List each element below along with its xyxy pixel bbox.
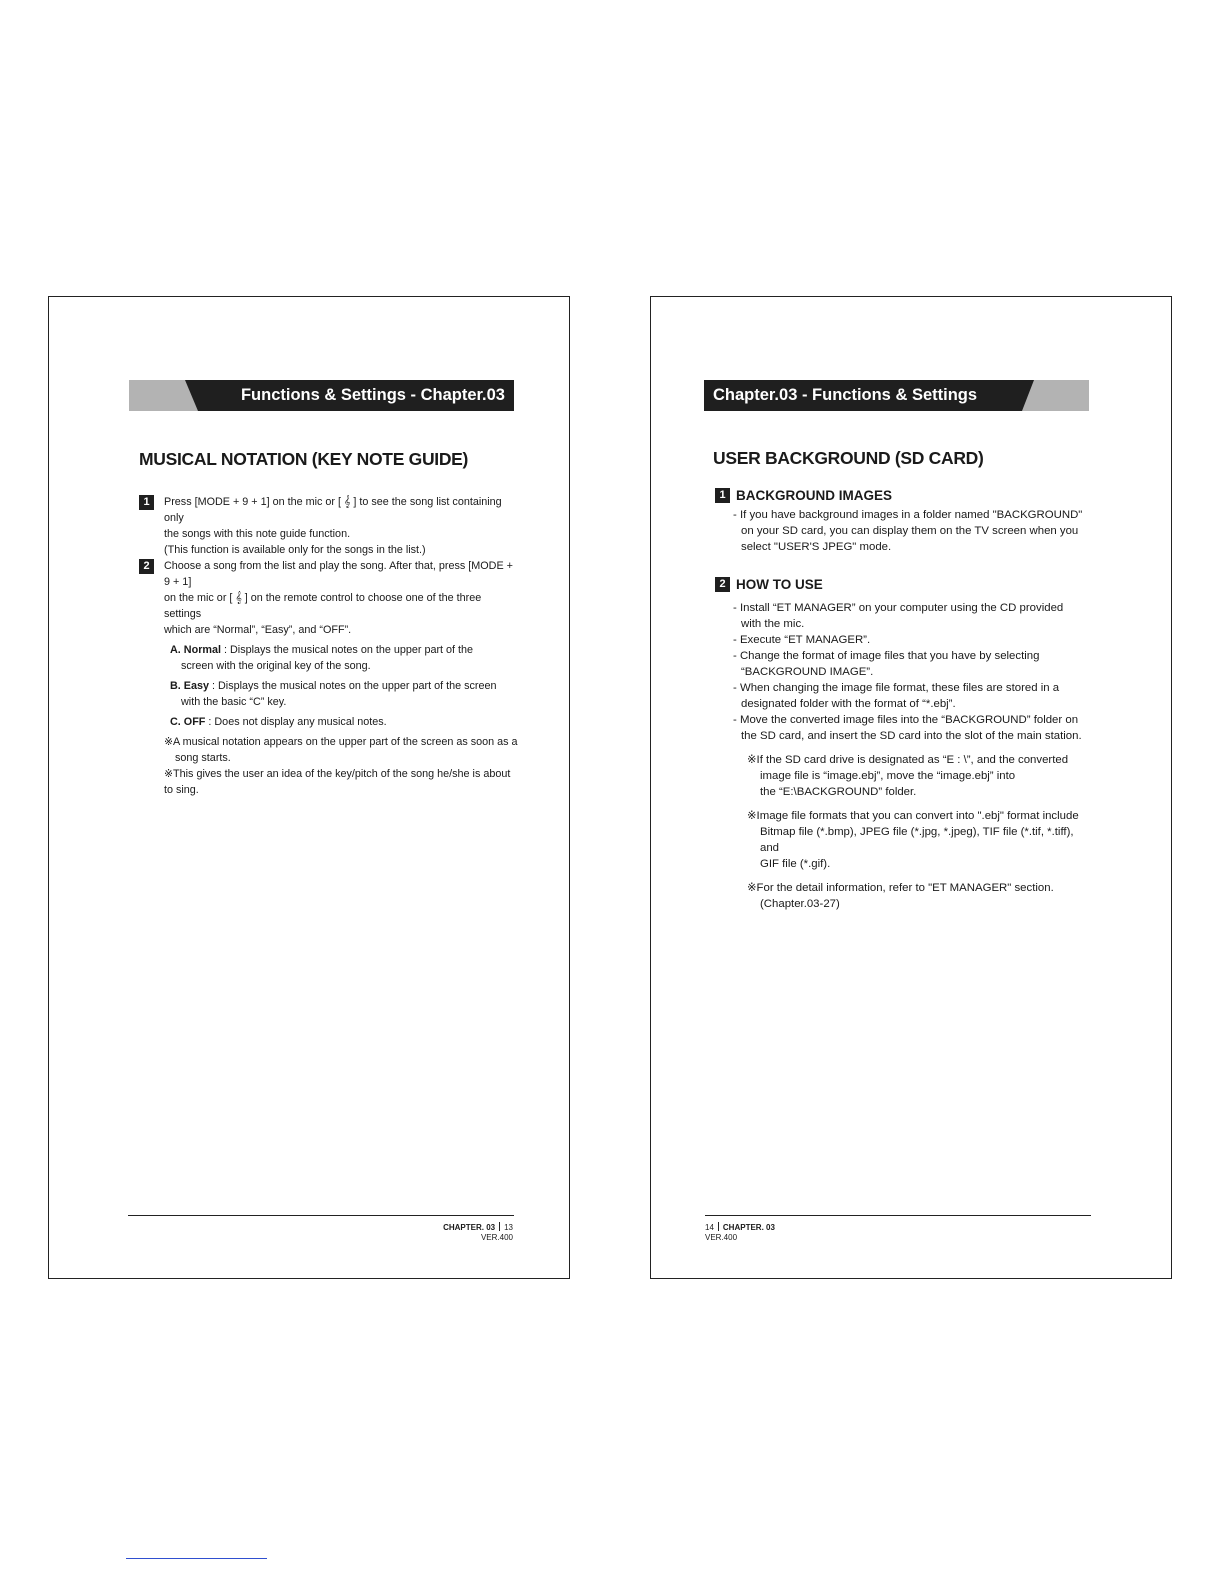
step-text: on the mic or [ 𝄞 ] on the remote control to choose one of the three settings <box>164 592 482 620</box>
step-2 <box>139 558 519 798</box>
subsection-number: 1 <box>715 488 730 503</box>
section-title: MUSICAL NOTATION (KEY NOTE GUIDE) <box>139 449 469 469</box>
note-text: Bitmap file (*.bmp), JPEG file (*.jpg, *.jpeg), TIF file (*.tif, *.tiff), and <box>760 826 1074 854</box>
option-off <box>170 714 519 730</box>
section-title: USER BACKGROUND (SD CARD) <box>713 448 984 468</box>
banner-title: Chapter.03 - Functions & Settings <box>713 386 978 404</box>
option-text: : Does not display any musical notes. <box>205 716 387 728</box>
step-number: 2 <box>139 559 154 574</box>
note-text: song starts. <box>175 752 231 764</box>
footer-version: VER.400 <box>480 1233 513 1242</box>
option-text: screen with the original key of the song. <box>181 660 371 672</box>
note-text: (Chapter.03-27) <box>760 898 840 910</box>
footer-chapter: CHAPTER. 03 <box>722 1223 775 1232</box>
subsection-title: HOW TO USE <box>736 577 823 592</box>
option-normal <box>170 642 519 674</box>
divider-line <box>126 1558 267 1559</box>
step-1 <box>139 494 519 558</box>
step-text: Choose a song from the list and play the song. After that, press [MODE + 9 + 1] <box>164 560 513 588</box>
step-text: Press [MODE + 9 + 1] on the mic or [ 𝄞 ] to see the song list containing only <box>164 496 502 524</box>
option-text: : Displays the musical notes on the upper part of the <box>221 644 474 656</box>
option-text: : Displays the musical notes on the upper part of the screen <box>209 680 497 692</box>
body-text: “BACKGROUND IMAGE”. <box>741 666 874 678</box>
note-text: GIF file (*.gif). <box>760 858 831 870</box>
footer-rule <box>128 1215 514 1216</box>
chapter-banner <box>129 380 514 411</box>
note-text: ※For the detail information, refer to "ET MANAGER" section. <box>747 882 1054 894</box>
option-text: with the basic “C” key. <box>181 696 287 708</box>
step-number: 1 <box>139 495 154 510</box>
body-text: - When changing the image file format, these files are stored in a <box>733 682 1060 694</box>
subsection-how-to-use <box>715 576 1095 912</box>
subsection-background-images <box>715 487 1095 555</box>
footer-rule <box>705 1215 1091 1216</box>
body-text: designated folder with the format of “*.ebj”. <box>741 698 956 710</box>
body-text: - Move the converted image files into the “BACKGROUND” folder on <box>733 714 1079 726</box>
body-text: on your SD card, you can display them on the TV screen when you <box>741 525 1079 537</box>
footer-version: VER.400 <box>705 1233 738 1242</box>
page-footer <box>443 1222 513 1243</box>
body-text: - Install “ET MANAGER” on your computer using the CD provided <box>733 602 1064 614</box>
page-number: 13 <box>504 1223 513 1232</box>
subsection-number: 2 <box>715 577 730 592</box>
step-text: which are “Normal”, “Easy”, and “OFF”. <box>164 624 352 636</box>
step-text: (This function is available only for the songs in the list.) <box>164 544 426 556</box>
note <box>747 752 1095 800</box>
body-text: with the mic. <box>741 618 805 630</box>
note <box>747 880 1095 912</box>
note <box>747 808 1095 872</box>
right-page <box>650 296 1172 1279</box>
page-footer <box>705 1222 775 1243</box>
note-text: ※Image file formats that you can convert into ".ebj" format include <box>747 810 1079 822</box>
option-easy <box>170 678 519 710</box>
note-text: ※This gives the user an idea of the key/pitch of the song he/she is about to sing. <box>164 768 511 796</box>
body-text: - Execute “ET MANAGER”. <box>733 634 871 646</box>
option-label: B. Easy <box>170 680 210 692</box>
body-text: - If you have background images in a folder named "BACKGROUND" <box>733 509 1083 521</box>
page-number: 14 <box>705 1223 714 1232</box>
note-text: ※If the SD card drive is designated as “E : \”, and the converted <box>747 754 1069 766</box>
note-text: the “E:\BACKGROUND” folder. <box>760 786 917 798</box>
option-label: A. Normal <box>170 644 221 656</box>
body-text: the SD card, and insert the SD card into the slot of the main station. <box>741 730 1082 742</box>
notes <box>164 734 519 798</box>
chapter-banner <box>704 380 1089 411</box>
option-label: C. OFF <box>170 716 206 728</box>
step-text: the songs with this note guide function. <box>164 528 351 540</box>
body-text: - Change the format of image files that you have by selecting <box>733 650 1040 662</box>
subsection-title: BACKGROUND IMAGES <box>736 488 893 503</box>
note-text: image file is “image.ebj”, move the “image.ebj” into <box>760 770 1016 782</box>
note-text: ※A musical notation appears on the upper part of the screen as soon as a <box>164 736 518 748</box>
banner-title: Functions & Settings - Chapter.03 <box>240 386 505 404</box>
body-text: select "USER'S JPEG" mode. <box>741 541 892 553</box>
footer-chapter: CHAPTER. 03 <box>443 1223 496 1232</box>
left-page <box>48 296 570 1279</box>
